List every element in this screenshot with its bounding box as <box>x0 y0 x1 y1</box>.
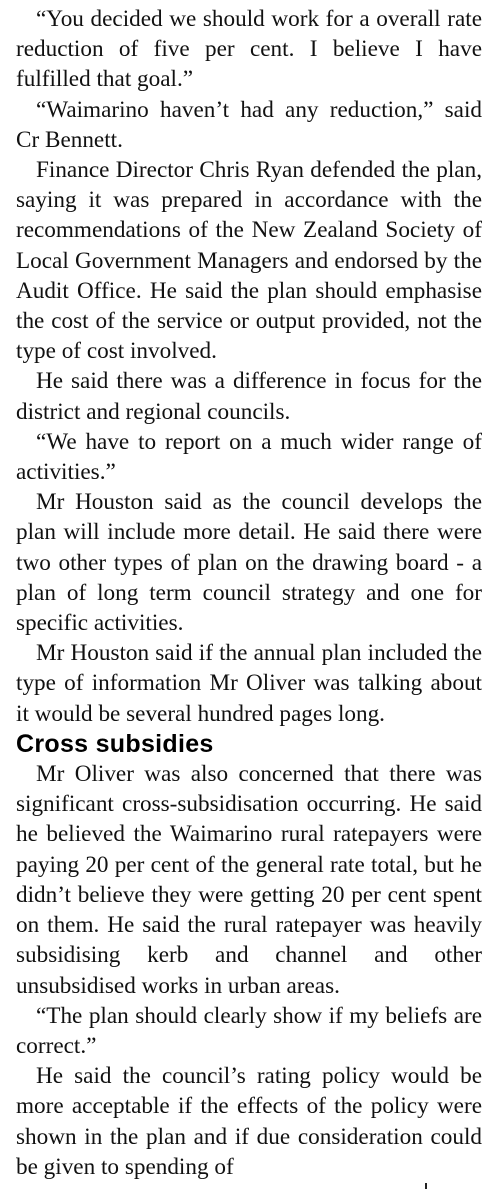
section-subheading: Cross subsidies <box>16 729 214 758</box>
paragraph: “You decided we should work for a overall rate reduction of five per cent. I believe I have fulfilled that goal.” <box>16 6 482 93</box>
paragraph: He said the council’s rating policy would be more acceptable if the effects of the policy were shown in the plan and if due consideration could be given to spending of <box>16 1063 482 1180</box>
paragraph: “We have to report on a much wider range of activities.” <box>16 428 482 486</box>
paragraph: “Waimarino haven’t had any reduction,” said Cr Bennett. <box>16 96 482 153</box>
article-column <box>16 4 482 1182</box>
paragraph: Mr Houston said if the annual plan included the type of information Mr Oliver was talking about it would be several hundred pages long. <box>16 640 482 727</box>
paragraph: He said there was a difference in focus for the district and regional councils. <box>16 368 482 425</box>
print-speck <box>425 1183 427 1189</box>
paragraph: “The plan should clearly show if my beliefs are correct.” <box>16 1002 482 1059</box>
paragraph: Mr Oliver was also concerned that there was significant cross-subsidisation occurring. He said he believed the Waimarino rural ratepayers were paying 20 per cent of the general rate total, but he didn’t believe they were getting 20 per cent spent on them. He said the rural ratepayer was heavily subsidising kerb and channel and other unsubsidised works in urban areas. <box>16 761 482 999</box>
paragraph: Mr Houston said as the council develops the plan will include more detail. He said there were two other types of plan on the drawing board - a plan of long term council strategy and one for specific activities. <box>16 489 482 637</box>
paragraph: Finance Director Chris Ryan defended the plan, saying it was prepared in accordance with the recommendations of the New Zealand Society of Local Government Managers and endorsed by the Audit Office. He said the plan should emphasise the cost of the service or output provided, not the type of cost involved. <box>16 157 482 365</box>
